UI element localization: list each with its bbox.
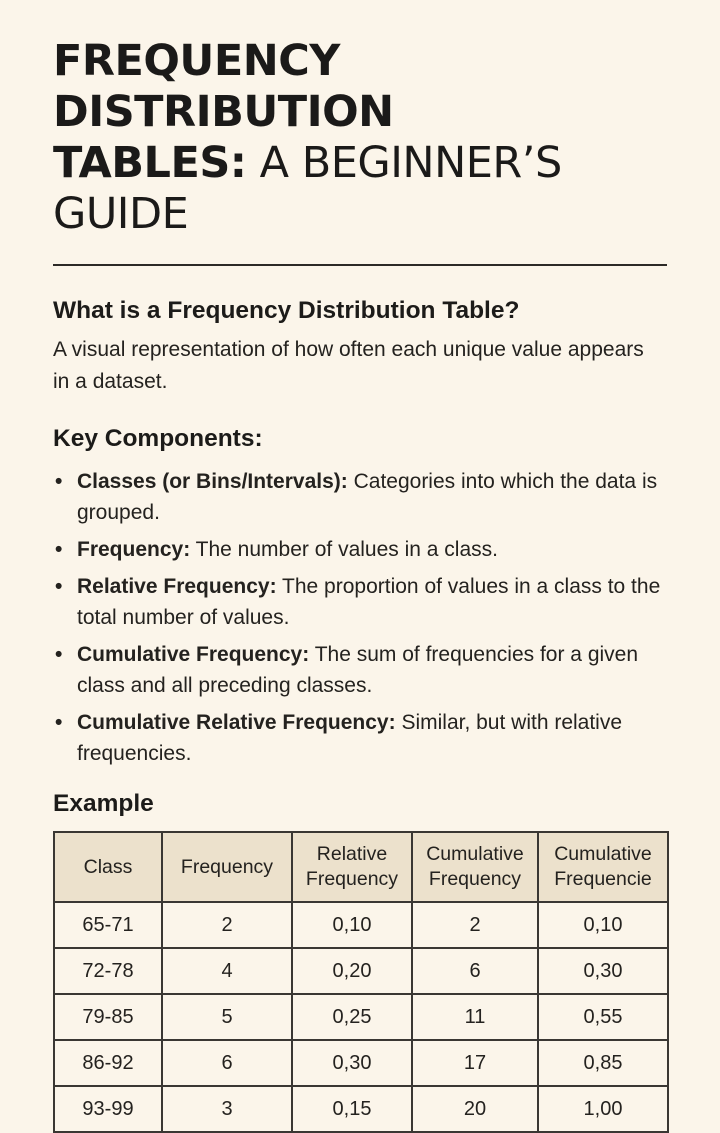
title-line-1: FREQUENCY DISTRIBUTION	[53, 36, 394, 137]
component-item-frequency	[53, 534, 667, 565]
table-cell: 65-71	[54, 902, 162, 948]
title-line-2-rest: A BEGINNER’S GUIDE	[53, 138, 562, 239]
table-cell: 11	[412, 994, 538, 1040]
frequency-table	[53, 831, 669, 1133]
intro-text: A visual representation of how often each unique value appears in a dataset.	[53, 338, 644, 393]
component-desc: Categories into which the data is grouped.	[77, 470, 658, 524]
components-heading: Key Components:	[53, 425, 263, 452]
component-term: Cumulative Relative Frequency:	[77, 711, 396, 734]
header-line-1: Cumulative	[554, 843, 652, 865]
table-cell: 0,30	[538, 948, 668, 994]
header-line-1: Class	[83, 855, 133, 878]
header-cumulative-relative-frequency	[538, 832, 668, 902]
table-cell: 20	[412, 1086, 538, 1132]
table-row	[54, 994, 668, 1040]
table-cell: 0,55	[538, 994, 668, 1040]
table-cell: 79-85	[54, 994, 162, 1040]
component-term: Classes (or Bins/Intervals):	[77, 470, 348, 493]
table-cell: 5	[162, 994, 292, 1040]
component-term: Relative Frequency:	[77, 575, 277, 598]
components-list	[53, 466, 668, 769]
table-cell: 17	[412, 1040, 538, 1086]
bullet-icon: •	[55, 575, 63, 598]
table-cell: 86-92	[54, 1040, 162, 1086]
header-frequency	[162, 832, 292, 902]
title-line-2-bold: TABLES:	[53, 138, 247, 188]
table-row	[54, 948, 668, 994]
component-desc: The proportion of values in a class to the total number of values.	[77, 575, 661, 629]
table-row	[54, 1086, 668, 1132]
example-heading: Example	[53, 790, 154, 817]
table-cell: 93-99	[54, 1086, 162, 1132]
page-title	[53, 36, 668, 240]
table-row	[54, 1040, 668, 1086]
component-item-relative-frequency	[53, 571, 667, 633]
header-cumulative-frequency	[412, 832, 538, 902]
component-term: Frequency:	[77, 538, 191, 561]
table-cell: 1,00	[538, 1086, 668, 1132]
table-cell: 0,20	[292, 948, 412, 994]
table-cell: 72-78	[54, 948, 162, 994]
component-item-cumulative-frequency	[53, 639, 667, 701]
table-header-row	[54, 832, 668, 902]
intro-heading: What is a Frequency Distribution Table?	[53, 297, 520, 324]
bullet-icon: •	[55, 711, 63, 734]
table-cell: 0,85	[538, 1040, 668, 1086]
table-cell: 0,10	[538, 902, 668, 948]
table-cell: 0,30	[292, 1040, 412, 1086]
header-line-1: Cumulative	[426, 843, 524, 865]
table-cell: 3	[162, 1086, 292, 1132]
table-cell: 2	[412, 902, 538, 948]
table-cell: 0,25	[292, 994, 412, 1040]
component-item-classes	[53, 466, 667, 528]
bullet-icon: •	[55, 643, 63, 666]
header-class	[54, 832, 162, 902]
header-line-1: Relative	[316, 843, 388, 865]
component-desc: The sum of frequencies for a given class and all preceding classes.	[77, 643, 639, 697]
table-cell: 0,15	[292, 1086, 412, 1132]
table-cell: 4	[162, 948, 292, 994]
bullet-icon: •	[55, 470, 63, 493]
table-cell: 6	[412, 948, 538, 994]
header-line-2: Frequency	[428, 868, 522, 890]
header-line-2: Frequency	[305, 868, 399, 890]
component-term: Cumulative Frequency:	[77, 643, 310, 666]
title-divider	[53, 264, 667, 266]
bullet-icon: •	[55, 538, 63, 561]
component-item-cumulative-relative-frequency	[53, 707, 667, 769]
component-desc: The number of values in a class.	[190, 538, 498, 561]
table-cell: 6	[162, 1040, 292, 1086]
table-cell: 0,10	[292, 902, 412, 948]
component-desc: Similar, but with relative frequencies.	[77, 711, 623, 765]
header-relative-frequency	[292, 832, 412, 902]
table-cell: 2	[162, 902, 292, 948]
header-line-2: Frequencie	[554, 868, 652, 890]
header-line-1: Frequency	[180, 855, 274, 878]
table-row	[54, 902, 668, 948]
